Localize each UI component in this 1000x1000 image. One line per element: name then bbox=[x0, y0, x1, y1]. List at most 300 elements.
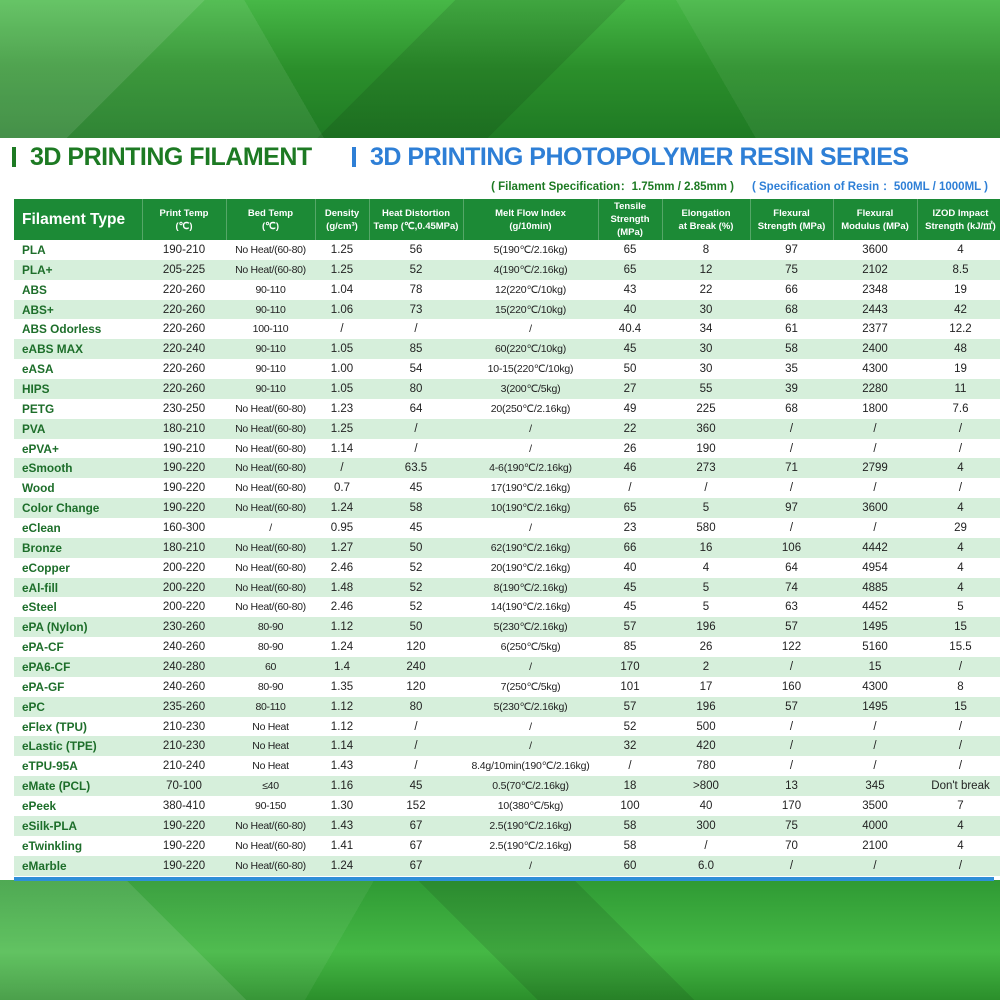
table-cell: 75 bbox=[750, 816, 833, 836]
table-cell: 0.5(70℃/2.16kg) bbox=[463, 776, 598, 796]
table-cell: / bbox=[833, 439, 917, 459]
table-row bbox=[14, 379, 1000, 399]
filament-name-cell: ABS bbox=[14, 280, 142, 300]
table-cell: 45 bbox=[598, 597, 662, 617]
table-row bbox=[14, 597, 1000, 617]
table-cell: 240 bbox=[369, 657, 463, 677]
table-cell: 58 bbox=[750, 339, 833, 359]
table-cell: 5 bbox=[917, 597, 1000, 617]
table-cell: 1.16 bbox=[315, 776, 369, 796]
table-row bbox=[14, 796, 1000, 816]
table-cell: 4452 bbox=[833, 597, 917, 617]
table-cell: / bbox=[463, 319, 598, 339]
table-cell: 80 bbox=[369, 697, 463, 717]
table-cell: 1.35 bbox=[315, 677, 369, 697]
table-cell: 5 bbox=[662, 597, 750, 617]
table-cell: 1.12 bbox=[315, 717, 369, 737]
table-cell: ≤40 bbox=[226, 776, 315, 796]
table-cell: 1.4 bbox=[315, 657, 369, 677]
table-cell: 1.43 bbox=[315, 816, 369, 836]
column-header bbox=[463, 199, 598, 240]
table-cell: 10-15(220℃/10kg) bbox=[463, 359, 598, 379]
table-cell: No Heat/(60-80) bbox=[226, 439, 315, 459]
table-cell: 5 bbox=[662, 578, 750, 598]
table-row bbox=[14, 240, 1000, 260]
table-cell: No Heat/(60-80) bbox=[226, 399, 315, 419]
table-cell: 46 bbox=[598, 458, 662, 478]
table-cell: No Heat/(60-80) bbox=[226, 458, 315, 478]
table-cell: 90-110 bbox=[226, 300, 315, 320]
table-cell: 58 bbox=[598, 816, 662, 836]
filament-name-cell: Wood bbox=[14, 478, 142, 498]
table-cell: 2.5(190℃/2.16kg) bbox=[463, 836, 598, 856]
column-header bbox=[833, 199, 917, 240]
table-cell: 220-240 bbox=[142, 339, 226, 359]
table-row bbox=[14, 558, 1000, 578]
table-cell: 1.41 bbox=[315, 836, 369, 856]
table-cell: 7.6 bbox=[917, 399, 1000, 419]
table-cell: / bbox=[833, 717, 917, 737]
table-cell: No Heat bbox=[226, 756, 315, 776]
filament-name-cell: eTwinkling bbox=[14, 836, 142, 856]
table-cell: 14(190℃/2.16kg) bbox=[463, 597, 598, 617]
table-cell: 1.25 bbox=[315, 240, 369, 260]
table-cell: 190-220 bbox=[142, 836, 226, 856]
table-cell: No Heat/(60-80) bbox=[226, 498, 315, 518]
column-header-label: Flexural bbox=[856, 207, 894, 219]
table-cell: No Heat bbox=[226, 736, 315, 756]
table-cell: 6.0 bbox=[662, 856, 750, 876]
filament-name-cell: eSilk-PLA bbox=[14, 816, 142, 836]
table-cell: 71 bbox=[750, 458, 833, 478]
table-body bbox=[14, 240, 1000, 876]
table-cell: 1.30 bbox=[315, 796, 369, 816]
table-cell: / bbox=[662, 478, 750, 498]
table-row bbox=[14, 637, 1000, 657]
filament-name-cell: ePVA+ bbox=[14, 439, 142, 459]
table-cell: No Heat/(60-80) bbox=[226, 240, 315, 260]
table-cell: 4 bbox=[917, 816, 1000, 836]
table-cell: 2348 bbox=[833, 280, 917, 300]
table-row bbox=[14, 260, 1000, 280]
table-cell: 380-410 bbox=[142, 796, 226, 816]
column-header-unit: Strength (kJ/㎡) bbox=[925, 220, 996, 232]
table-cell: / bbox=[833, 518, 917, 538]
table-cell: 420 bbox=[662, 736, 750, 756]
table-cell: 190-220 bbox=[142, 498, 226, 518]
column-header bbox=[142, 199, 226, 240]
table-cell: 5 bbox=[662, 498, 750, 518]
table-cell: 65 bbox=[598, 260, 662, 280]
table-cell: 60(220℃/10kg) bbox=[463, 339, 598, 359]
filament-spec-table bbox=[14, 199, 1000, 876]
table-row bbox=[14, 518, 1000, 538]
table-cell: 58 bbox=[369, 498, 463, 518]
table-cell: 4954 bbox=[833, 558, 917, 578]
column-header bbox=[662, 199, 750, 240]
table-row bbox=[14, 776, 1000, 796]
table-cell: / bbox=[463, 736, 598, 756]
table-cell: 1.25 bbox=[315, 419, 369, 439]
table-row bbox=[14, 300, 1000, 320]
table-cell: No Heat/(60-80) bbox=[226, 597, 315, 617]
table-bottom-rule bbox=[14, 877, 994, 881]
table-cell: 30 bbox=[662, 359, 750, 379]
table-cell: 5160 bbox=[833, 637, 917, 657]
table-cell: / bbox=[463, 717, 598, 737]
table-cell: 80-90 bbox=[226, 617, 315, 637]
table-cell: 80 bbox=[369, 379, 463, 399]
table-cell: 54 bbox=[369, 359, 463, 379]
table-cell: 8 bbox=[662, 240, 750, 260]
table-cell: 68 bbox=[750, 399, 833, 419]
table-cell: 101 bbox=[598, 677, 662, 697]
table-cell: 19 bbox=[917, 359, 1000, 379]
table-cell: / bbox=[463, 439, 598, 459]
column-header-label: IZOD Impact bbox=[932, 207, 989, 219]
table-cell: 8.5 bbox=[917, 260, 1000, 280]
table-cell: 4 bbox=[917, 558, 1000, 578]
table-cell: / bbox=[662, 836, 750, 856]
table-cell: 48 bbox=[917, 339, 1000, 359]
filament-name-cell: eMarble bbox=[14, 856, 142, 876]
table-cell: / bbox=[369, 319, 463, 339]
table-cell: Don't break bbox=[917, 776, 1000, 796]
table-cell: 580 bbox=[662, 518, 750, 538]
table-cell: 64 bbox=[369, 399, 463, 419]
table-cell: / bbox=[750, 518, 833, 538]
table-cell: 52 bbox=[369, 558, 463, 578]
table-cell: 200-220 bbox=[142, 597, 226, 617]
filament-name-cell: HIPS bbox=[14, 379, 142, 399]
table-cell: 220-260 bbox=[142, 319, 226, 339]
bottom-green-background bbox=[0, 880, 1000, 1000]
table-cell: 4442 bbox=[833, 538, 917, 558]
table-cell: 78 bbox=[369, 280, 463, 300]
table-cell: 80-110 bbox=[226, 697, 315, 717]
table-cell: 4 bbox=[917, 538, 1000, 558]
table-cell: 60 bbox=[226, 657, 315, 677]
table-header-row bbox=[14, 199, 1000, 240]
table-cell: 56 bbox=[369, 240, 463, 260]
table-cell: 60 bbox=[598, 856, 662, 876]
table-cell: 4300 bbox=[833, 677, 917, 697]
table-cell: / bbox=[917, 736, 1000, 756]
table-cell: / bbox=[750, 736, 833, 756]
column-header-label: Bed Temp bbox=[247, 207, 294, 219]
table-cell: 58 bbox=[598, 836, 662, 856]
column-header-unit: at Break (%) bbox=[678, 220, 734, 232]
heading-bar-icon bbox=[12, 147, 16, 167]
table-cell: / bbox=[463, 856, 598, 876]
table-cell: / bbox=[750, 856, 833, 876]
table-cell: 220-260 bbox=[142, 280, 226, 300]
table-row bbox=[14, 856, 1000, 876]
column-header-label: Heat Distortion bbox=[381, 207, 451, 219]
table-cell: No Heat/(60-80) bbox=[226, 816, 315, 836]
table-cell: 1.23 bbox=[315, 399, 369, 419]
table-cell: 1.04 bbox=[315, 280, 369, 300]
table-cell: 65 bbox=[598, 498, 662, 518]
table-row bbox=[14, 478, 1000, 498]
table-cell: 5(190℃/2.16kg) bbox=[463, 240, 598, 260]
table-cell: 30 bbox=[662, 339, 750, 359]
table-cell: 90-110 bbox=[226, 280, 315, 300]
resin-heading bbox=[352, 143, 909, 172]
table-cell: / bbox=[833, 419, 917, 439]
filament-name-cell: eLastic (TPE) bbox=[14, 736, 142, 756]
table-cell: 45 bbox=[369, 518, 463, 538]
filament-name-cell: ePC bbox=[14, 697, 142, 717]
filament-name-cell: Color Change bbox=[14, 498, 142, 518]
table-cell: 220-260 bbox=[142, 300, 226, 320]
table-cell: / bbox=[917, 478, 1000, 498]
table-cell: 160 bbox=[750, 677, 833, 697]
table-cell: 20(250℃/2.16kg) bbox=[463, 399, 598, 419]
table-cell: 52 bbox=[598, 717, 662, 737]
table-cell: / bbox=[917, 657, 1000, 677]
table-row bbox=[14, 280, 1000, 300]
table-cell: 27 bbox=[598, 379, 662, 399]
table-cell: 29 bbox=[917, 518, 1000, 538]
table-cell: / bbox=[463, 657, 598, 677]
table-cell: 63 bbox=[750, 597, 833, 617]
table-cell: 205-225 bbox=[142, 260, 226, 280]
table-cell: 1495 bbox=[833, 697, 917, 717]
resin-specification: ( Specification of Resin ：500ML / 1000ML ) bbox=[751, 181, 988, 193]
table-cell: / bbox=[226, 518, 315, 538]
table-cell: 12.2 bbox=[917, 319, 1000, 339]
table-cell: 80-90 bbox=[226, 637, 315, 657]
table-cell: 70 bbox=[750, 836, 833, 856]
table-cell: / bbox=[833, 736, 917, 756]
table-cell: 1.06 bbox=[315, 300, 369, 320]
table-cell: 1.14 bbox=[315, 439, 369, 459]
table-cell: 26 bbox=[598, 439, 662, 459]
table-cell: 2.5(190℃/2.16kg) bbox=[463, 816, 598, 836]
column-header-label: Melt Flow Index bbox=[495, 207, 566, 219]
table-cell: No Heat/(60-80) bbox=[226, 260, 315, 280]
table-cell: 200-220 bbox=[142, 558, 226, 578]
table-cell: 10(380℃/5kg) bbox=[463, 796, 598, 816]
table-cell: No Heat/(60-80) bbox=[226, 478, 315, 498]
table-cell: 3500 bbox=[833, 796, 917, 816]
table-cell: 23 bbox=[598, 518, 662, 538]
table-cell: 67 bbox=[369, 816, 463, 836]
column-header-label: Elongation bbox=[681, 207, 731, 219]
table-cell: 1495 bbox=[833, 617, 917, 637]
table-cell: 8.4g/10min(190℃/2.16kg) bbox=[463, 756, 598, 776]
table-cell: 4 bbox=[917, 578, 1000, 598]
filament-heading bbox=[12, 143, 312, 172]
table-cell: / bbox=[750, 756, 833, 776]
table-cell: 2280 bbox=[833, 379, 917, 399]
table-row bbox=[14, 538, 1000, 558]
table-cell: 70-100 bbox=[142, 776, 226, 796]
table-cell: 10(190℃/2.16kg) bbox=[463, 498, 598, 518]
specification-line bbox=[491, 178, 988, 194]
table-cell: 22 bbox=[662, 280, 750, 300]
column-header bbox=[226, 199, 315, 240]
table-cell: 50 bbox=[369, 617, 463, 637]
table-row bbox=[14, 359, 1000, 379]
table-cell: 17 bbox=[662, 677, 750, 697]
table-cell: / bbox=[750, 657, 833, 677]
table-cell: 190-220 bbox=[142, 478, 226, 498]
table-row bbox=[14, 717, 1000, 737]
table-cell: 17(190℃/2.16kg) bbox=[463, 478, 598, 498]
table-cell: 1.12 bbox=[315, 697, 369, 717]
filament-name-cell: ePA6-CF bbox=[14, 657, 142, 677]
filament-name-cell: eClean bbox=[14, 518, 142, 538]
filament-name-cell: eTPU-95A bbox=[14, 756, 142, 776]
table-cell: 85 bbox=[598, 637, 662, 657]
table-cell: 1.05 bbox=[315, 339, 369, 359]
table-cell: 120 bbox=[369, 637, 463, 657]
table-cell: 100 bbox=[598, 796, 662, 816]
table-cell: 4 bbox=[917, 240, 1000, 260]
table-cell: 4300 bbox=[833, 359, 917, 379]
table-cell: 39 bbox=[750, 379, 833, 399]
table-cell: / bbox=[463, 518, 598, 538]
table-cell: >800 bbox=[662, 776, 750, 796]
column-header bbox=[750, 199, 833, 240]
table-cell: 85 bbox=[369, 339, 463, 359]
table-cell: 240-260 bbox=[142, 677, 226, 697]
table-cell: 6(250℃/5kg) bbox=[463, 637, 598, 657]
table-cell: 74 bbox=[750, 578, 833, 598]
table-cell: 45 bbox=[369, 478, 463, 498]
table-cell: 210-230 bbox=[142, 736, 226, 756]
table-cell: 19 bbox=[917, 280, 1000, 300]
table-cell: No Heat/(60-80) bbox=[226, 538, 315, 558]
column-header-label: Tensile bbox=[613, 201, 647, 212]
table-row bbox=[14, 458, 1000, 478]
table-cell: 1.24 bbox=[315, 856, 369, 876]
table-row bbox=[14, 339, 1000, 359]
table-cell: 45 bbox=[369, 776, 463, 796]
filament-name-cell: eASA bbox=[14, 359, 142, 379]
table-cell: No Heat/(60-80) bbox=[226, 419, 315, 439]
column-header bbox=[598, 199, 662, 240]
table-cell: 1.43 bbox=[315, 756, 369, 776]
table-cell: 2100 bbox=[833, 836, 917, 856]
table-cell: 4 bbox=[917, 836, 1000, 856]
table-cell: 1.05 bbox=[315, 379, 369, 399]
table-cell: 2.46 bbox=[315, 597, 369, 617]
column-header-label: Flexural bbox=[773, 207, 810, 219]
table-cell: 32 bbox=[598, 736, 662, 756]
table-cell: 67 bbox=[369, 836, 463, 856]
table-cell: 45 bbox=[598, 339, 662, 359]
table-cell: 3600 bbox=[833, 498, 917, 518]
table-cell: / bbox=[369, 736, 463, 756]
table-cell: 196 bbox=[662, 697, 750, 717]
table-cell: 1.25 bbox=[315, 260, 369, 280]
table-cell: 35 bbox=[750, 359, 833, 379]
table-row bbox=[14, 736, 1000, 756]
table-cell: 235-260 bbox=[142, 697, 226, 717]
table-cell: No Heat/(60-80) bbox=[226, 558, 315, 578]
table-cell: 190 bbox=[662, 439, 750, 459]
table-cell: 200-220 bbox=[142, 578, 226, 598]
table-cell: 15 bbox=[833, 657, 917, 677]
column-header bbox=[14, 199, 142, 240]
table-cell: 1.14 bbox=[315, 736, 369, 756]
table-cell: 1.27 bbox=[315, 538, 369, 558]
table-cell: No Heat bbox=[226, 717, 315, 737]
table-cell: 100-110 bbox=[226, 319, 315, 339]
table-cell: 67 bbox=[369, 856, 463, 876]
table-cell: 15.5 bbox=[917, 637, 1000, 657]
table-row bbox=[14, 756, 1000, 776]
column-header-label: Print Temp bbox=[159, 207, 209, 219]
filament-name-cell: eABS MAX bbox=[14, 339, 142, 359]
table-cell: 4000 bbox=[833, 816, 917, 836]
table-cell: / bbox=[833, 478, 917, 498]
table-cell: 45 bbox=[598, 578, 662, 598]
filament-name-cell: ABS Odorless bbox=[14, 319, 142, 339]
filament-name-cell: PLA bbox=[14, 240, 142, 260]
table-cell: 57 bbox=[598, 697, 662, 717]
table-cell: 240-260 bbox=[142, 637, 226, 657]
table-cell: 52 bbox=[369, 597, 463, 617]
table-cell: 15 bbox=[917, 617, 1000, 637]
table-cell: 1.24 bbox=[315, 498, 369, 518]
table-cell: 210-240 bbox=[142, 756, 226, 776]
top-green-background bbox=[0, 0, 1000, 138]
table-cell: 90-110 bbox=[226, 379, 315, 399]
table-cell: / bbox=[917, 419, 1000, 439]
table-row bbox=[14, 498, 1000, 518]
table-cell: 40 bbox=[598, 300, 662, 320]
table-cell: 65 bbox=[598, 240, 662, 260]
table-cell: 55 bbox=[662, 379, 750, 399]
table-cell: 20(190℃/2.16kg) bbox=[463, 558, 598, 578]
filament-name-cell: eCopper bbox=[14, 558, 142, 578]
table-cell: 8(190℃/2.16kg) bbox=[463, 578, 598, 598]
table-cell: 106 bbox=[750, 538, 833, 558]
table-cell: / bbox=[369, 419, 463, 439]
table-cell: 75 bbox=[750, 260, 833, 280]
resin-heading-text: 3D PRINTING PHOTOPOLYMER RESIN SERIES bbox=[370, 143, 909, 171]
table-cell: 120 bbox=[369, 677, 463, 697]
table-row bbox=[14, 816, 1000, 836]
table-cell: 345 bbox=[833, 776, 917, 796]
table-cell: 40 bbox=[662, 796, 750, 816]
filament-name-cell: ePA-GF bbox=[14, 677, 142, 697]
table-cell: 40.4 bbox=[598, 319, 662, 339]
table-cell: 225 bbox=[662, 399, 750, 419]
table-cell: 15 bbox=[917, 697, 1000, 717]
table-cell: 4-6(190℃/2.16kg) bbox=[463, 458, 598, 478]
table-cell: / bbox=[750, 439, 833, 459]
table-cell: / bbox=[917, 439, 1000, 459]
table-cell: 2799 bbox=[833, 458, 917, 478]
filament-specification: ( Filament Specification：1.75mm / 2.85mm ) bbox=[491, 181, 734, 193]
table-cell: 34 bbox=[662, 319, 750, 339]
filament-name-cell: eSmooth bbox=[14, 458, 142, 478]
table-row bbox=[14, 399, 1000, 419]
table-row bbox=[14, 617, 1000, 637]
column-header bbox=[369, 199, 463, 240]
table-cell: 30 bbox=[662, 300, 750, 320]
filament-name-cell: eSteel bbox=[14, 597, 142, 617]
table-cell: 170 bbox=[750, 796, 833, 816]
table-row bbox=[14, 677, 1000, 697]
table-cell: 1800 bbox=[833, 399, 917, 419]
table-cell: 190-210 bbox=[142, 439, 226, 459]
